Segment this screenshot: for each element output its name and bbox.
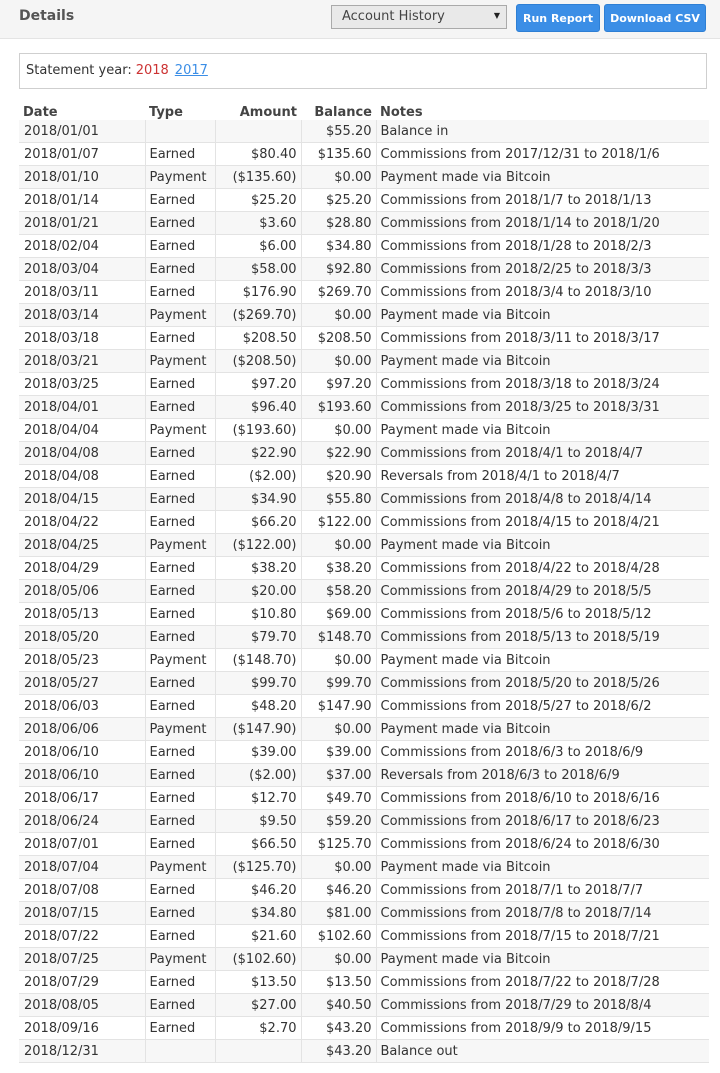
table-row [19, 373, 709, 396]
cell-balance: $0.00 [301, 948, 376, 971]
cell-notes: Commissions from 2018/1/14 to 2018/1/20 [376, 212, 709, 235]
cell-amount: $176.90 [215, 281, 301, 304]
cell-balance: $81.00 [301, 902, 376, 925]
cell-balance: $102.60 [301, 925, 376, 948]
table-row [19, 304, 709, 327]
cell-type: Earned [145, 672, 215, 695]
cell-balance: $97.20 [301, 373, 376, 396]
table-row [19, 1040, 709, 1063]
cell-balance: $147.90 [301, 695, 376, 718]
table-row [19, 143, 709, 166]
cell-notes: Commissions from 2018/7/8 to 2018/7/14 [376, 902, 709, 925]
table-row [19, 787, 709, 810]
cell-date: 2018/02/04 [19, 235, 145, 258]
cell-type: Earned [145, 764, 215, 787]
cell-amount: ($2.00) [215, 465, 301, 488]
dropdown-caret-icon: ▼ [493, 11, 500, 20]
cell-type: Earned [145, 511, 215, 534]
cell-type: Earned [145, 971, 215, 994]
cell-amount: $79.70 [215, 626, 301, 649]
cell-amount [215, 120, 301, 143]
cell-balance: $40.50 [301, 994, 376, 1017]
cell-type: Payment [145, 419, 215, 442]
cell-type: Payment [145, 166, 215, 189]
cell-notes: Payment made via Bitcoin [376, 534, 709, 557]
cell-date: 2018/06/06 [19, 718, 145, 741]
cell-date: 2018/07/01 [19, 833, 145, 856]
cell-notes: Commissions from 2018/6/3 to 2018/6/9 [376, 741, 709, 764]
table-row [19, 741, 709, 764]
run-report-button[interactable]: Run Report [516, 4, 600, 32]
table-row [19, 994, 709, 1017]
cell-amount: ($193.60) [215, 419, 301, 442]
cell-notes: Balance in [376, 120, 709, 143]
report-type-select[interactable] [331, 5, 507, 29]
cell-balance: $22.90 [301, 442, 376, 465]
cell-notes: Reversals from 2018/6/3 to 2018/6/9 [376, 764, 709, 787]
cell-notes: Balance out [376, 1040, 709, 1063]
cell-balance: $0.00 [301, 856, 376, 879]
cell-balance: $28.80 [301, 212, 376, 235]
table-row [19, 511, 709, 534]
cell-date: 2018/05/27 [19, 672, 145, 695]
table-row [19, 833, 709, 856]
table-row [19, 442, 709, 465]
cell-date: 2018/05/13 [19, 603, 145, 626]
cell-notes: Payment made via Bitcoin [376, 649, 709, 672]
cell-type: Earned [145, 626, 215, 649]
column-header-balance: Balance [314, 105, 372, 120]
cell-date: 2018/04/01 [19, 396, 145, 419]
cell-type: Earned [145, 212, 215, 235]
cell-type: Earned [145, 488, 215, 511]
cell-amount: ($135.60) [215, 166, 301, 189]
table-row [19, 235, 709, 258]
cell-notes: Commissions from 2018/5/20 to 2018/5/26 [376, 672, 709, 695]
cell-type: Earned [145, 695, 215, 718]
cell-date: 2018/03/04 [19, 258, 145, 281]
cell-balance: $92.80 [301, 258, 376, 281]
cell-type: Earned [145, 603, 215, 626]
cell-amount: $6.00 [215, 235, 301, 258]
cell-amount: $21.60 [215, 925, 301, 948]
cell-notes: Commissions from 2018/7/29 to 2018/8/4 [376, 994, 709, 1017]
cell-date: 2018/01/01 [19, 120, 145, 143]
cell-balance: $43.20 [301, 1017, 376, 1040]
cell-balance: $0.00 [301, 419, 376, 442]
cell-balance: $0.00 [301, 350, 376, 373]
cell-balance: $43.20 [301, 1040, 376, 1063]
cell-amount: ($102.60) [215, 948, 301, 971]
cell-notes: Payment made via Bitcoin [376, 166, 709, 189]
cell-amount: $34.80 [215, 902, 301, 925]
cell-notes: Commissions from 2018/1/7 to 2018/1/13 [376, 189, 709, 212]
cell-balance: $0.00 [301, 649, 376, 672]
current-year: 2018 [135, 63, 169, 78]
cell-type: Earned [145, 281, 215, 304]
cell-amount: $27.00 [215, 994, 301, 1017]
cell-amount: $97.20 [215, 373, 301, 396]
statement-year-box [19, 53, 707, 89]
cell-type: Earned [145, 741, 215, 764]
cell-notes: Commissions from 2018/6/24 to 2018/6/30 [376, 833, 709, 856]
cell-amount: $25.20 [215, 189, 301, 212]
cell-type: Earned [145, 580, 215, 603]
cell-amount: $2.70 [215, 1017, 301, 1040]
cell-type: Earned [145, 442, 215, 465]
top-bar [0, 0, 720, 39]
cell-date: 2018/05/06 [19, 580, 145, 603]
table-row [19, 580, 709, 603]
cell-type: Payment [145, 350, 215, 373]
cell-date: 2018/07/25 [19, 948, 145, 971]
cell-type: Payment [145, 856, 215, 879]
cell-notes: Commissions from 2018/7/15 to 2018/7/21 [376, 925, 709, 948]
cell-date: 2018/06/17 [19, 787, 145, 810]
cell-type: Earned [145, 925, 215, 948]
account-history-table-wrap [19, 99, 709, 1063]
account-history-table [19, 99, 709, 1063]
cell-amount: $20.00 [215, 580, 301, 603]
cell-notes: Commissions from 2018/3/25 to 2018/3/31 [376, 396, 709, 419]
cell-notes: Commissions from 2018/5/27 to 2018/6/2 [376, 695, 709, 718]
table-row [19, 189, 709, 212]
cell-notes: Commissions from 2018/1/28 to 2018/2/3 [376, 235, 709, 258]
cell-date: 2018/01/14 [19, 189, 145, 212]
cell-date: 2018/12/31 [19, 1040, 145, 1063]
table-row [19, 902, 709, 925]
cell-balance: $125.70 [301, 833, 376, 856]
cell-date: 2018/07/04 [19, 856, 145, 879]
cell-date: 2018/04/08 [19, 465, 145, 488]
cell-date: 2018/05/23 [19, 649, 145, 672]
cell-type: Payment [145, 948, 215, 971]
cell-balance: $49.70 [301, 787, 376, 810]
cell-notes: Payment made via Bitcoin [376, 304, 709, 327]
cell-notes: Commissions from 2018/9/9 to 2018/9/15 [376, 1017, 709, 1040]
cell-notes: Commissions from 2018/3/11 to 2018/3/17 [376, 327, 709, 350]
cell-balance: $269.70 [301, 281, 376, 304]
column-header-amount: Amount [239, 105, 297, 120]
cell-amount: ($208.50) [215, 350, 301, 373]
cell-balance: $20.90 [301, 465, 376, 488]
cell-amount: ($147.90) [215, 718, 301, 741]
cell-notes: Commissions from 2018/4/1 to 2018/4/7 [376, 442, 709, 465]
cell-type: Earned [145, 810, 215, 833]
cell-notes: Commissions from 2018/6/10 to 2018/6/16 [376, 787, 709, 810]
table-row [19, 695, 709, 718]
cell-amount [215, 1040, 301, 1063]
cell-balance: $122.00 [301, 511, 376, 534]
cell-notes: Commissions from 2018/3/4 to 2018/3/10 [376, 281, 709, 304]
cell-balance: $58.20 [301, 580, 376, 603]
cell-date: 2018/01/07 [19, 143, 145, 166]
cell-type: Earned [145, 396, 215, 419]
cell-date: 2018/03/21 [19, 350, 145, 373]
cell-date: 2018/07/08 [19, 879, 145, 902]
cell-amount: ($2.00) [215, 764, 301, 787]
statement-year-label: Statement year: [26, 63, 132, 78]
cell-notes: Commissions from 2018/7/1 to 2018/7/7 [376, 879, 709, 902]
table-row [19, 281, 709, 304]
cell-date: 2018/07/29 [19, 971, 145, 994]
cell-date: 2018/04/04 [19, 419, 145, 442]
table-row [19, 879, 709, 902]
cell-balance: $37.00 [301, 764, 376, 787]
cell-date: 2018/07/15 [19, 902, 145, 925]
table-row [19, 971, 709, 994]
cell-amount: $48.20 [215, 695, 301, 718]
cell-date: 2018/04/25 [19, 534, 145, 557]
cell-amount: ($122.00) [215, 534, 301, 557]
table-row [19, 764, 709, 787]
cell-notes: Commissions from 2018/5/6 to 2018/5/12 [376, 603, 709, 626]
table-row [19, 925, 709, 948]
cell-amount: $3.60 [215, 212, 301, 235]
table-row [19, 1017, 709, 1040]
cell-amount: $66.20 [215, 511, 301, 534]
cell-type: Earned [145, 787, 215, 810]
table-row [19, 810, 709, 833]
cell-type: Earned [145, 465, 215, 488]
cell-date: 2018/08/05 [19, 994, 145, 1017]
table-row [19, 718, 709, 741]
cell-type: Earned [145, 327, 215, 350]
column-header-notes: Notes [380, 105, 423, 120]
cell-balance: $39.00 [301, 741, 376, 764]
cell-balance: $193.60 [301, 396, 376, 419]
cell-amount: $99.70 [215, 672, 301, 695]
cell-notes: Commissions from 2017/12/31 to 2018/1/6 [376, 143, 709, 166]
table-row [19, 557, 709, 580]
cell-amount: $13.50 [215, 971, 301, 994]
cell-type [145, 120, 215, 143]
table-header-row [19, 99, 709, 120]
cell-type: Earned [145, 879, 215, 902]
cell-type: Earned [145, 994, 215, 1017]
cell-amount: ($269.70) [215, 304, 301, 327]
cell-date: 2018/04/15 [19, 488, 145, 511]
cell-amount: $208.50 [215, 327, 301, 350]
cell-type: Payment [145, 718, 215, 741]
report-type-value: Account History [342, 9, 445, 24]
cell-notes: Commissions from 2018/6/17 to 2018/6/23 [376, 810, 709, 833]
cell-date: 2018/04/08 [19, 442, 145, 465]
table-row [19, 626, 709, 649]
cell-balance: $59.20 [301, 810, 376, 833]
cell-type: Payment [145, 304, 215, 327]
table-row [19, 212, 709, 235]
table-row [19, 672, 709, 695]
cell-notes: Commissions from 2018/4/8 to 2018/4/14 [376, 488, 709, 511]
table-row [19, 166, 709, 189]
cell-type: Earned [145, 902, 215, 925]
cell-notes: Commissions from 2018/4/15 to 2018/4/21 [376, 511, 709, 534]
cell-type: Earned [145, 1017, 215, 1040]
cell-balance: $0.00 [301, 534, 376, 557]
table-row [19, 350, 709, 373]
cell-date: 2018/03/11 [19, 281, 145, 304]
cell-balance: $46.20 [301, 879, 376, 902]
cell-notes: Reversals from 2018/4/1 to 2018/4/7 [376, 465, 709, 488]
year-link-2017[interactable]: 2017 [174, 63, 208, 78]
cell-balance: $55.20 [301, 120, 376, 143]
cell-balance: $135.60 [301, 143, 376, 166]
cell-amount: $80.40 [215, 143, 301, 166]
cell-balance: $69.00 [301, 603, 376, 626]
cell-balance: $0.00 [301, 166, 376, 189]
cell-amount: $96.40 [215, 396, 301, 419]
cell-type: Earned [145, 235, 215, 258]
cell-date: 2018/03/14 [19, 304, 145, 327]
table-row [19, 948, 709, 971]
cell-balance: $55.80 [301, 488, 376, 511]
cell-date: 2018/06/10 [19, 741, 145, 764]
table-row [19, 534, 709, 557]
cell-balance: $25.20 [301, 189, 376, 212]
cell-notes: Commissions from 2018/4/22 to 2018/4/28 [376, 557, 709, 580]
cell-notes: Payment made via Bitcoin [376, 948, 709, 971]
cell-notes: Commissions from 2018/7/22 to 2018/7/28 [376, 971, 709, 994]
page-title: Details [19, 8, 75, 24]
table-row [19, 419, 709, 442]
table-row [19, 258, 709, 281]
cell-date: 2018/03/18 [19, 327, 145, 350]
cell-amount: $39.00 [215, 741, 301, 764]
cell-date: 2018/05/20 [19, 626, 145, 649]
table-row [19, 465, 709, 488]
cell-notes: Commissions from 2018/2/25 to 2018/3/3 [376, 258, 709, 281]
column-header-date: Date [23, 105, 58, 120]
cell-type: Earned [145, 143, 215, 166]
cell-balance: $34.80 [301, 235, 376, 258]
cell-date: 2018/06/24 [19, 810, 145, 833]
table-row [19, 120, 709, 143]
cell-type [145, 1040, 215, 1063]
cell-balance: $148.70 [301, 626, 376, 649]
cell-notes: Payment made via Bitcoin [376, 856, 709, 879]
table-row [19, 327, 709, 350]
cell-type: Payment [145, 649, 215, 672]
cell-balance: $38.20 [301, 557, 376, 580]
cell-notes: Payment made via Bitcoin [376, 350, 709, 373]
cell-balance: $0.00 [301, 718, 376, 741]
cell-type: Earned [145, 373, 215, 396]
cell-balance: $208.50 [301, 327, 376, 350]
cell-type: Earned [145, 557, 215, 580]
cell-balance: $13.50 [301, 971, 376, 994]
cell-notes: Payment made via Bitcoin [376, 419, 709, 442]
table-row [19, 603, 709, 626]
table-row [19, 856, 709, 879]
download-csv-button[interactable]: Download CSV [604, 4, 706, 32]
cell-balance: $0.00 [301, 304, 376, 327]
cell-notes: Commissions from 2018/3/18 to 2018/3/24 [376, 373, 709, 396]
cell-type: Earned [145, 258, 215, 281]
cell-date: 2018/04/22 [19, 511, 145, 534]
cell-amount: $38.20 [215, 557, 301, 580]
cell-notes: Commissions from 2018/5/13 to 2018/5/19 [376, 626, 709, 649]
cell-amount: $34.90 [215, 488, 301, 511]
table-row [19, 488, 709, 511]
cell-type: Earned [145, 833, 215, 856]
cell-date: 2018/06/10 [19, 764, 145, 787]
cell-notes: Commissions from 2018/4/29 to 2018/5/5 [376, 580, 709, 603]
cell-amount: $58.00 [215, 258, 301, 281]
cell-balance: $99.70 [301, 672, 376, 695]
cell-date: 2018/07/22 [19, 925, 145, 948]
cell-amount: $22.90 [215, 442, 301, 465]
cell-amount: $12.70 [215, 787, 301, 810]
cell-date: 2018/04/29 [19, 557, 145, 580]
cell-date: 2018/06/03 [19, 695, 145, 718]
cell-date: 2018/09/16 [19, 1017, 145, 1040]
table-row [19, 396, 709, 419]
column-header-type: Type [149, 105, 183, 120]
cell-amount: ($125.70) [215, 856, 301, 879]
cell-notes: Payment made via Bitcoin [376, 718, 709, 741]
cell-date: 2018/03/25 [19, 373, 145, 396]
cell-amount: $9.50 [215, 810, 301, 833]
table-row [19, 649, 709, 672]
cell-amount: $10.80 [215, 603, 301, 626]
cell-type: Payment [145, 534, 215, 557]
cell-type: Earned [145, 189, 215, 212]
cell-amount: $66.50 [215, 833, 301, 856]
cell-amount: $46.20 [215, 879, 301, 902]
cell-date: 2018/01/21 [19, 212, 145, 235]
cell-amount: ($148.70) [215, 649, 301, 672]
cell-date: 2018/01/10 [19, 166, 145, 189]
